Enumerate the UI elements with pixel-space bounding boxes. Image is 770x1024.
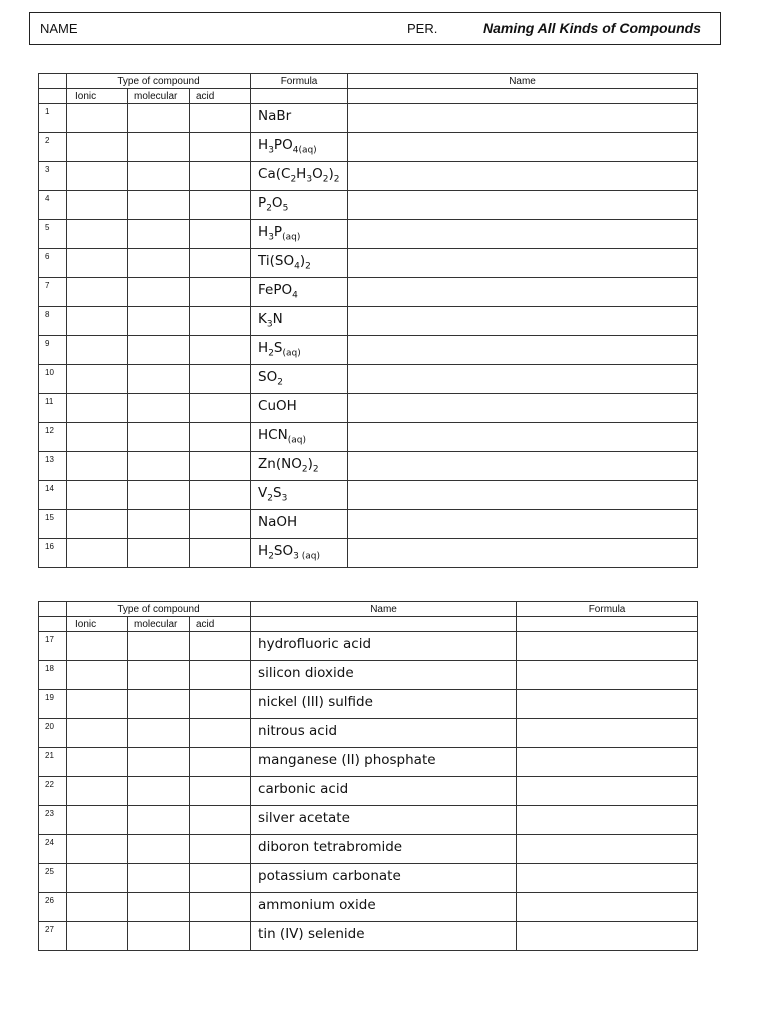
formula-cell: $K_3N$ xyxy=(251,307,348,336)
molecular-checkbox-cell[interactable] xyxy=(128,423,190,452)
ionic-checkbox-cell[interactable] xyxy=(67,336,128,365)
molecular-checkbox-cell[interactable] xyxy=(128,661,190,690)
ionic-checkbox-cell[interactable] xyxy=(67,394,128,423)
table-row xyxy=(39,922,698,951)
molecular-checkbox-cell[interactable] xyxy=(128,539,190,568)
ionic-checkbox-cell[interactable] xyxy=(67,539,128,568)
table-row xyxy=(39,719,698,748)
row-number: 13 xyxy=(39,452,67,481)
molecular-checkbox-cell[interactable] xyxy=(128,394,190,423)
answer-cell[interactable] xyxy=(348,539,698,568)
answer-cell[interactable] xyxy=(517,690,698,719)
answer-cell[interactable] xyxy=(517,806,698,835)
acid-checkbox-cell[interactable] xyxy=(190,249,251,278)
acid-checkbox-cell[interactable] xyxy=(190,748,251,777)
row-number: 9 xyxy=(39,336,67,365)
formula-cell: CuOH xyxy=(251,394,348,423)
ionic-checkbox-cell[interactable] xyxy=(67,162,128,191)
molecular-checkbox-cell[interactable] xyxy=(128,104,190,133)
formula-cell: NaBr xyxy=(251,104,348,133)
ionic-checkbox-cell[interactable] xyxy=(67,423,128,452)
row-number: 27 xyxy=(39,922,67,951)
molecular-checkbox-cell[interactable] xyxy=(128,162,190,191)
ionic-checkbox-cell[interactable] xyxy=(67,864,128,893)
table-row xyxy=(39,452,698,481)
molecular-checkbox-cell[interactable] xyxy=(128,893,190,922)
formula-cell: $H_3P_{(aq)}$ xyxy=(251,220,348,249)
ionic-checkbox-cell[interactable] xyxy=(67,719,128,748)
answer-cell[interactable] xyxy=(348,336,698,365)
answer-cell[interactable] xyxy=(348,133,698,162)
formula-cell: NaOH xyxy=(251,510,348,539)
formula-cell: $H_2SO_3$ $_{(aq)}$ xyxy=(251,539,348,568)
row-number: 5 xyxy=(39,220,67,249)
table-row xyxy=(39,394,698,423)
formula-column-header: Formula xyxy=(251,74,348,89)
molecular-checkbox-cell[interactable] xyxy=(128,336,190,365)
ionic-subheader: Ionic xyxy=(67,89,128,104)
formula-cell: $Ti(SO_4)_2$ xyxy=(251,249,348,278)
molecular-checkbox-cell[interactable] xyxy=(128,510,190,539)
acid-checkbox-cell[interactable] xyxy=(190,864,251,893)
answer-cell[interactable] xyxy=(348,220,698,249)
table-row xyxy=(39,278,698,307)
row-number: 4 xyxy=(39,191,67,220)
compound-name-cell: nickel (III) sulfide xyxy=(251,690,517,719)
answer-cell[interactable] xyxy=(348,394,698,423)
row-number: 11 xyxy=(39,394,67,423)
molecular-checkbox-cell[interactable] xyxy=(128,835,190,864)
compound-name-cell: hydrofluoric acid xyxy=(251,632,517,661)
table-row xyxy=(39,104,698,133)
answer-cell[interactable] xyxy=(348,278,698,307)
acid-checkbox-cell[interactable] xyxy=(190,365,251,394)
formula-cell: $P_2O_5$ xyxy=(251,191,348,220)
row-number: 21 xyxy=(39,748,67,777)
ionic-checkbox-cell[interactable] xyxy=(67,777,128,806)
table-row xyxy=(39,539,698,568)
ionic-checkbox-cell[interactable] xyxy=(67,481,128,510)
row-number: 22 xyxy=(39,777,67,806)
acid-checkbox-cell[interactable] xyxy=(190,162,251,191)
acid-checkbox-cell[interactable] xyxy=(190,690,251,719)
molecular-checkbox-cell[interactable] xyxy=(128,719,190,748)
ionic-checkbox-cell[interactable] xyxy=(67,835,128,864)
acid-checkbox-cell[interactable] xyxy=(190,423,251,452)
row-number: 6 xyxy=(39,249,67,278)
answer-cell[interactable] xyxy=(517,922,698,951)
formula-cell: $V_2S_3$ xyxy=(251,481,348,510)
answer-cell[interactable] xyxy=(348,452,698,481)
acid-subheader: acid xyxy=(190,617,251,632)
compound-name-cell: tin (IV) selenide xyxy=(251,922,517,951)
row-number: 7 xyxy=(39,278,67,307)
name-column-header: Name xyxy=(251,602,517,617)
answer-cell[interactable] xyxy=(517,748,698,777)
acid-checkbox-cell[interactable] xyxy=(190,191,251,220)
answer-cell[interactable] xyxy=(517,893,698,922)
acid-checkbox-cell[interactable] xyxy=(190,719,251,748)
answer-cell[interactable] xyxy=(348,307,698,336)
table-row xyxy=(39,690,698,719)
acid-checkbox-cell[interactable] xyxy=(190,220,251,249)
ionic-checkbox-cell[interactable] xyxy=(67,452,128,481)
acid-checkbox-cell[interactable] xyxy=(190,893,251,922)
table-row xyxy=(39,510,698,539)
type-of-compound-header: Type of compound xyxy=(67,602,251,617)
formula-cell: $H_3PO_{4(aq)}$ xyxy=(251,133,348,162)
compound-name-cell: potassium carbonate xyxy=(251,864,517,893)
table-row xyxy=(39,893,698,922)
molecular-checkbox-cell[interactable] xyxy=(128,481,190,510)
answer-cell[interactable] xyxy=(348,104,698,133)
molecular-checkbox-cell[interactable] xyxy=(128,864,190,893)
ionic-checkbox-cell[interactable] xyxy=(67,893,128,922)
table-row xyxy=(39,835,698,864)
formula-cell: $Zn(NO_2)_2$ xyxy=(251,452,348,481)
ionic-checkbox-cell[interactable] xyxy=(67,510,128,539)
table-row xyxy=(39,191,698,220)
answer-cell[interactable] xyxy=(517,864,698,893)
acid-checkbox-cell[interactable] xyxy=(190,278,251,307)
table-row xyxy=(39,661,698,690)
formula-cell: FePO$_4$ xyxy=(251,278,348,307)
compound-name-cell: nitrous acid xyxy=(251,719,517,748)
ionic-checkbox-cell[interactable] xyxy=(67,806,128,835)
acid-checkbox-cell[interactable] xyxy=(190,104,251,133)
ionic-checkbox-cell[interactable] xyxy=(67,922,128,951)
student-header xyxy=(29,12,721,45)
row-number: 25 xyxy=(39,864,67,893)
row-number: 18 xyxy=(39,661,67,690)
ionic-checkbox-cell[interactable] xyxy=(67,748,128,777)
compound-name-cell: diboron tetrabromide xyxy=(251,835,517,864)
acid-checkbox-cell[interactable] xyxy=(190,806,251,835)
answer-cell[interactable] xyxy=(517,661,698,690)
table-row xyxy=(39,777,698,806)
formula-cell: $SO_2$ xyxy=(251,365,348,394)
compound-name-cell: carbonic acid xyxy=(251,777,517,806)
acid-checkbox-cell[interactable] xyxy=(190,510,251,539)
acid-checkbox-cell[interactable] xyxy=(190,133,251,162)
row-number: 19 xyxy=(39,690,67,719)
acid-checkbox-cell[interactable] xyxy=(190,922,251,951)
row-number: 24 xyxy=(39,835,67,864)
molecular-checkbox-cell[interactable] xyxy=(128,777,190,806)
table-row xyxy=(39,423,698,452)
type-of-compound-header: Type of compound xyxy=(67,74,251,89)
ionic-checkbox-cell[interactable] xyxy=(67,307,128,336)
row-number: 26 xyxy=(39,893,67,922)
name-column-header: Name xyxy=(348,74,698,89)
molecular-checkbox-cell[interactable] xyxy=(128,133,190,162)
ionic-checkbox-cell[interactable] xyxy=(67,632,128,661)
formula-column-header: Formula xyxy=(517,602,698,617)
answer-cell[interactable] xyxy=(517,777,698,806)
formula-cell: $Ca(C_2H_3O_2)_2$ xyxy=(251,162,348,191)
answer-cell[interactable] xyxy=(517,835,698,864)
ionic-checkbox-cell[interactable] xyxy=(67,661,128,690)
compound-name-cell: manganese (II) phosphate xyxy=(251,748,517,777)
answer-cell[interactable] xyxy=(348,423,698,452)
row-number: 23 xyxy=(39,806,67,835)
ionic-checkbox-cell[interactable] xyxy=(67,690,128,719)
table-row xyxy=(39,748,698,777)
answer-cell[interactable] xyxy=(348,162,698,191)
table-row xyxy=(39,336,698,365)
formula-cell: $H_2S_{(aq)}$ xyxy=(251,336,348,365)
compound-name-cell: ammonium oxide xyxy=(251,893,517,922)
period-label: PER. xyxy=(407,21,438,36)
acid-checkbox-cell[interactable] xyxy=(190,777,251,806)
answer-cell[interactable] xyxy=(348,481,698,510)
table-row xyxy=(39,864,698,893)
acid-checkbox-cell[interactable] xyxy=(190,394,251,423)
row-number: 8 xyxy=(39,307,67,336)
molecular-checkbox-cell[interactable] xyxy=(128,220,190,249)
table-row xyxy=(39,632,698,661)
ionic-checkbox-cell[interactable] xyxy=(67,220,128,249)
table-row xyxy=(39,220,698,249)
ionic-subheader: Ionic xyxy=(67,617,128,632)
table-row xyxy=(39,481,698,510)
molecular-checkbox-cell[interactable] xyxy=(128,278,190,307)
formula-to-name-table xyxy=(38,73,698,568)
molecular-checkbox-cell[interactable] xyxy=(128,632,190,661)
answer-cell[interactable] xyxy=(517,632,698,661)
row-number: 20 xyxy=(39,719,67,748)
compound-name-cell: silver acetate xyxy=(251,806,517,835)
acid-checkbox-cell[interactable] xyxy=(190,661,251,690)
table-row xyxy=(39,307,698,336)
table-row xyxy=(39,133,698,162)
molecular-subheader: molecular xyxy=(128,89,190,104)
molecular-checkbox-cell[interactable] xyxy=(128,249,190,278)
row-number: 14 xyxy=(39,481,67,510)
acid-checkbox-cell[interactable] xyxy=(190,481,251,510)
answer-cell[interactable] xyxy=(348,191,698,220)
answer-cell[interactable] xyxy=(348,249,698,278)
acid-checkbox-cell[interactable] xyxy=(190,539,251,568)
ionic-checkbox-cell[interactable] xyxy=(67,365,128,394)
ionic-checkbox-cell[interactable] xyxy=(67,249,128,278)
acid-checkbox-cell[interactable] xyxy=(190,632,251,661)
row-number: 2 xyxy=(39,133,67,162)
row-number: 3 xyxy=(39,162,67,191)
molecular-checkbox-cell[interactable] xyxy=(128,748,190,777)
molecular-checkbox-cell[interactable] xyxy=(128,922,190,951)
worksheet-title: Naming All Kinds of Compounds xyxy=(482,20,701,36)
formula-cell: $HCN_{(aq)}$ xyxy=(251,423,348,452)
acid-checkbox-cell[interactable] xyxy=(190,336,251,365)
molecular-checkbox-cell[interactable] xyxy=(128,191,190,220)
row-number: 17 xyxy=(39,632,67,661)
row-number: 15 xyxy=(39,510,67,539)
compound-name-cell: silicon dioxide xyxy=(251,661,517,690)
ionic-checkbox-cell[interactable] xyxy=(67,133,128,162)
ionic-checkbox-cell[interactable] xyxy=(67,278,128,307)
molecular-checkbox-cell[interactable] xyxy=(128,452,190,481)
row-number: 12 xyxy=(39,423,67,452)
ionic-checkbox-cell[interactable] xyxy=(67,104,128,133)
answer-cell[interactable] xyxy=(517,719,698,748)
row-number: 10 xyxy=(39,365,67,394)
answer-cell[interactable] xyxy=(348,365,698,394)
table-row xyxy=(39,249,698,278)
name-label: NAME xyxy=(40,21,78,36)
table-row xyxy=(39,365,698,394)
acid-checkbox-cell[interactable] xyxy=(190,452,251,481)
molecular-checkbox-cell[interactable] xyxy=(128,307,190,336)
answer-cell[interactable] xyxy=(348,510,698,539)
acid-checkbox-cell[interactable] xyxy=(190,307,251,336)
row-number: 1 xyxy=(39,104,67,133)
acid-subheader: acid xyxy=(190,89,251,104)
molecular-checkbox-cell[interactable] xyxy=(128,690,190,719)
table-row xyxy=(39,162,698,191)
ionic-checkbox-cell[interactable] xyxy=(67,191,128,220)
name-to-formula-table xyxy=(38,601,698,951)
molecular-checkbox-cell[interactable] xyxy=(128,365,190,394)
row-number: 16 xyxy=(39,539,67,568)
molecular-subheader: molecular xyxy=(128,617,190,632)
acid-checkbox-cell[interactable] xyxy=(190,835,251,864)
table-row xyxy=(39,806,698,835)
molecular-checkbox-cell[interactable] xyxy=(128,806,190,835)
